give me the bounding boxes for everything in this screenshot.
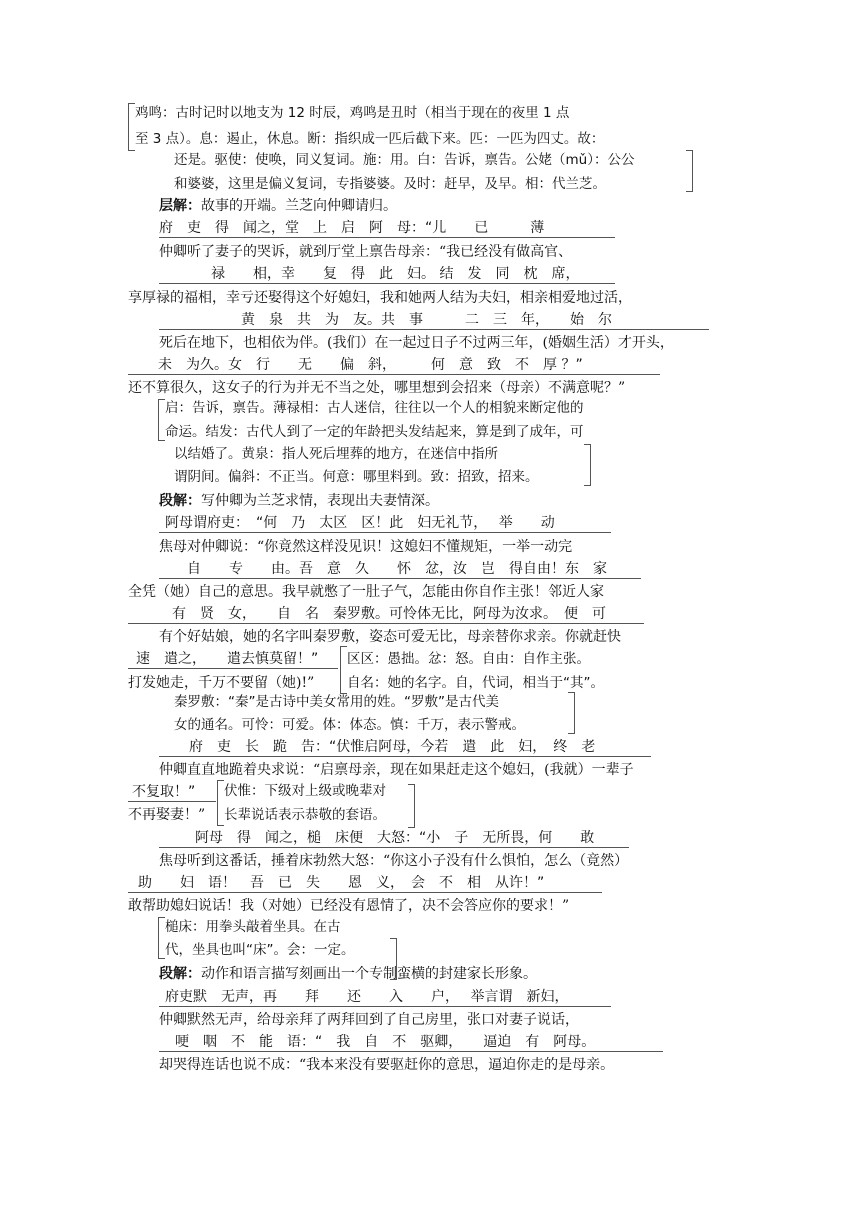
note-line: 女的通名。可怜：可爱。体：体态。慎：千万，表示警戒。 <box>174 717 525 733</box>
note-line: 代，坐具也叫“床”。会：一定。 <box>165 942 355 958</box>
note-bracket-right <box>568 692 575 734</box>
note-line: 谓阴间。偏斜：不正当。何意：哪里料到。致：招致，招来。 <box>174 469 539 485</box>
note-line: 自名：她的名字。自，代词，相当于“其”。 <box>347 675 604 691</box>
note-line: 至 3 点）。息：遏止，休息。断：指织成一匹后截下来。匹：一匹为四丈。故： <box>135 131 605 147</box>
note-bracket-left <box>158 399 165 441</box>
layer-analysis-text: 故事的开端。兰芝向仲卿请归。 <box>201 198 397 214</box>
translation-line: 打发她走，千万不要留（她)!” <box>128 675 315 691</box>
note-line: 秦罗敷：“秦”是古诗中美女常用的姓。“罗敷”是古代美 <box>174 694 499 710</box>
original-text-line: 未 为久。女 行 无 偏 斜， 何 意 致 不 厚 ？” <box>128 356 660 375</box>
note-line: 和婆婆，这里是偏义复词，专指婆婆。及时：赶早，及早。相：代兰芝。 <box>174 176 606 192</box>
original-text-line: 黄 泉 共 为 友。共 事 二 三 年， 始 尔 <box>159 311 709 330</box>
original-text-line: 自 专 由。吾 意 久 怀 忿，汝 岂 得自由！东 家 <box>159 560 641 579</box>
translation-line: 不再娶妻！” <box>128 807 206 823</box>
note-line: 长辈说话表示恭敬的套语。 <box>224 807 386 823</box>
note-bracket-right <box>584 444 591 486</box>
translation-line: 有个好姑娘，她的名字叫秦罗敷，姿态可爱无比，母亲替你求亲。你就赶快 <box>159 629 621 645</box>
note-line: 槌床：用拳头敲着坐具。在古 <box>165 919 341 935</box>
translation-line: 享厚禄的福相，幸亏还娶得这个好媳妇，我和她两人结为夫妇，相亲相爱地过活， <box>128 290 632 306</box>
segment-analysis-label: 段解： <box>159 493 201 509</box>
original-text-line: 府 吏 得 闻之，堂 上 启 阿 母：“儿 已 薄 <box>159 219 615 238</box>
segment-analysis-label: 段解： <box>159 966 201 982</box>
original-text-line: 有 贤 女， 自 名 秦罗敷。可怜体无比，阿母为汝求。 便 可 <box>128 605 644 624</box>
translation-line: 仲卿默然无声，给母亲拜了两拜回到了自己房里，张口对妻子说话， <box>159 1012 579 1028</box>
note-bracket-left <box>128 103 135 151</box>
original-text-line: 速 遣之， 遣去慎莫留！” <box>128 650 338 669</box>
layer-analysis-label: 层解： <box>159 198 201 214</box>
layer-analysis <box>159 197 397 215</box>
original-text-line: 助 妇 语！ 吾 已 失 恩 义， 会 不 相 从许！” <box>128 874 602 893</box>
original-text-line: 禄 相，幸 复 得 此 妇。 结 发 同 枕 席， <box>159 265 615 284</box>
segment-analysis-text: 动作和语言描写刻画出一个专制蛮横的封建家长形象。 <box>201 966 537 982</box>
note-line: 命运。结发：古代人到了一定的年龄把头发结起来，算是到了成年，可 <box>165 424 584 440</box>
segment-analysis <box>159 965 537 983</box>
translation-line: 仲卿直直地跪着央求说：“启禀母亲，现在如果赶走这个媳妇，(我就）一辈子 <box>159 762 634 778</box>
note-line: 伏惟：下级对上级或晚辈对 <box>224 783 386 799</box>
segment-analysis <box>159 492 439 510</box>
translation-line: 却哭得连话也说不成：“我本来没有要驱赶你的意思，逼迫你走的是母亲。 <box>159 1057 615 1073</box>
note-line: 鸡鸣：古时记时以地支为 12 时辰，鸡鸣是丑时（相当于现在的夜里 1 点 <box>135 105 570 121</box>
note-bracket-right <box>408 784 415 828</box>
original-text-line: 哽 咽 不 能 语：“ 我 自 不 驱卿， 逼迫 有 阿母。 <box>159 1033 663 1052</box>
translation-line: 还不算很久，这女子的行为并无不当之处，哪里想到会招来（母亲）不满意呢？” <box>128 380 626 396</box>
translation-line: 敢帮助媳妇说话！我（对她）已经没有恩情了，决不会答应你的要求！” <box>128 898 570 914</box>
note-line: 启：告诉，禀告。薄禄相：古人迷信，往往以一个人的相貌来断定他的 <box>165 400 584 416</box>
original-text-line: 府 吏 长 跪 告：“伏惟启阿母，今若 遣 此 妇， 终 老 <box>159 738 651 757</box>
note-line: 以结婚了。黄泉：指人死后埋葬的地方，在迷信中指所 <box>174 446 498 462</box>
original-text-line: 不复取！” <box>128 783 216 802</box>
note-bracket-left <box>340 646 347 694</box>
segment-analysis-text: 写仲卿为兰芝求情，表现出夫妻情深。 <box>201 493 439 509</box>
original-text-line: 府吏默 无声，再 拜 还 入 户， 举言谓 新妇， <box>159 988 611 1007</box>
note-line: 还是。驱使：使唤，同义复词。施：用。白：告诉，禀告。公姥（mǔ）：公公 <box>174 152 635 168</box>
original-text-line: 阿母 得 闻之，槌 床便 大怒：“小 子 无所畏，何 敢 <box>159 829 629 848</box>
translation-line: 仲卿听了妻子的哭诉，就到厅堂上禀告母亲：“我已经没有做高官、 <box>159 244 573 260</box>
note-bracket-right <box>686 150 693 192</box>
translation-line: 死后在地下，也相依为伴。(我们）在一起过日子不过两三年，(婚姻生活）才开头， <box>159 335 674 351</box>
translation-line: 焦母对仲卿说：“你竟然这样没见识！这媳妇不懂规矩，一举一动完 <box>159 539 573 555</box>
note-bracket-left <box>158 917 165 959</box>
note-line: 区区：愚拙。忿：怒。自由：自作主张。 <box>347 651 590 667</box>
translation-line: 全凭（她）自己的意思。我早就憋了一肚子气，怎能由你自作主张！邻近人家 <box>128 584 604 600</box>
note-bracket-left <box>217 780 224 826</box>
original-text-line: 阿母谓府吏： “何 乃 太区 区！此 妇无礼节， 举 动 <box>159 514 611 533</box>
translation-line: 焦母听到这番话，捶着床勃然大怒：“你这小子没有什么惧怕，怎么（竟然） <box>159 853 629 869</box>
